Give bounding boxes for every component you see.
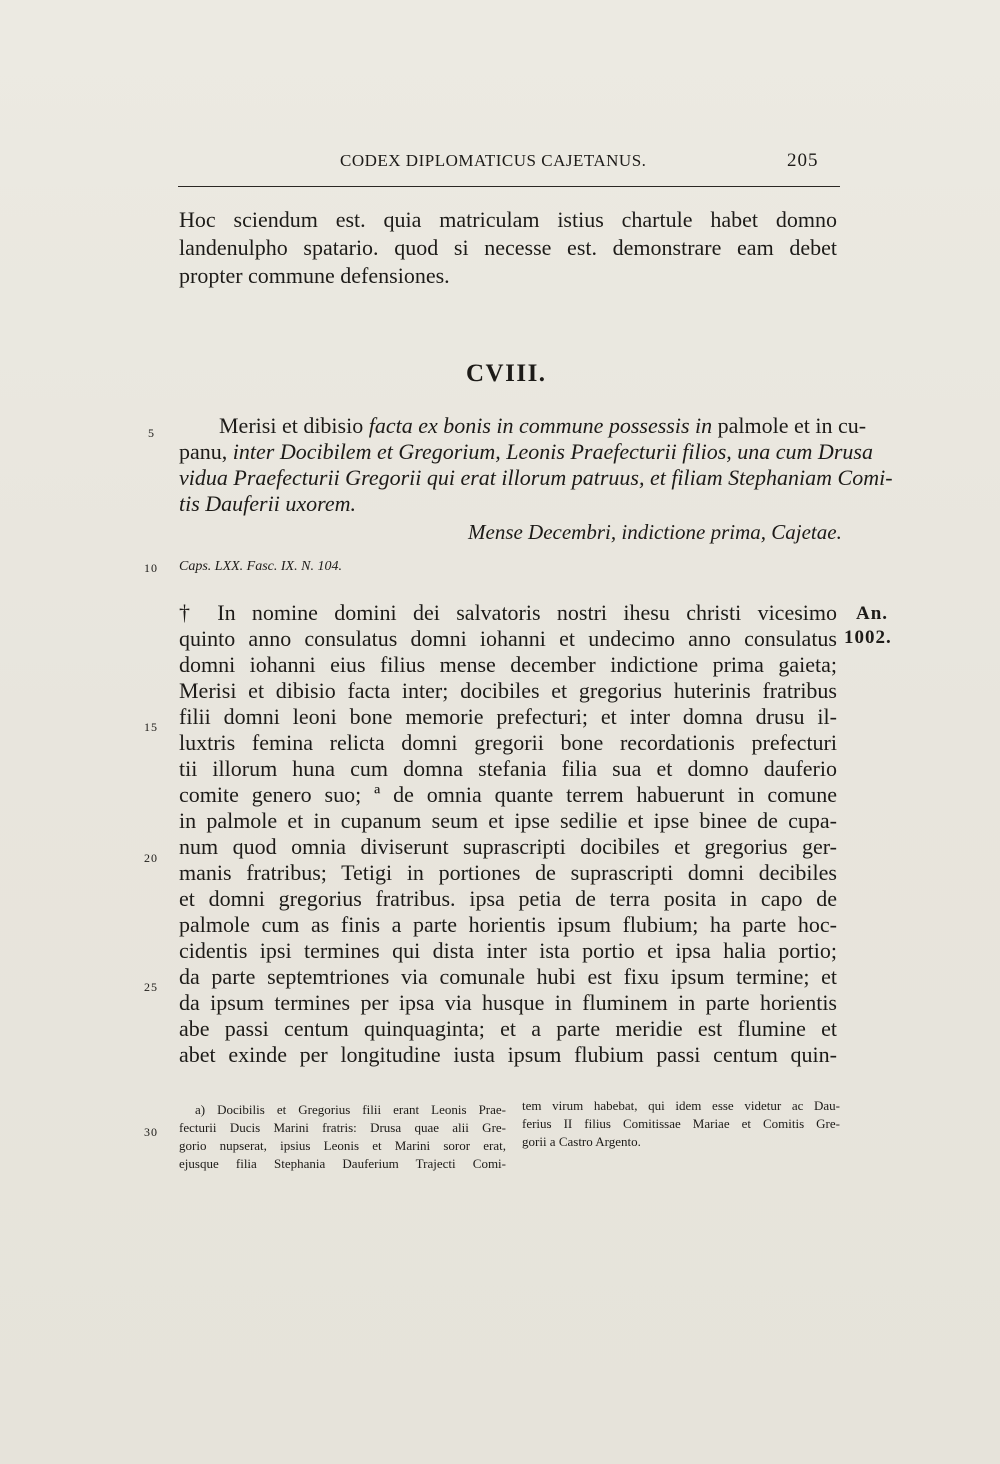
body-line: † In nomine domini dei salvatoris nostri ihesu christi vicesimo — [179, 600, 837, 625]
running-title: CODEX DIPLOMATICUS CAJETANUS. — [340, 151, 647, 170]
margin-year: 1002. — [844, 627, 892, 648]
body-line: domni iohanni eius filius mense december indictione prima gaieta; — [179, 652, 837, 677]
line-number: 30 — [144, 1125, 158, 1139]
summary-roman: palmole et in cu- — [712, 413, 867, 438]
body-line: tii illorum huna cum domna stefania filia sua et domno dauferio — [179, 756, 837, 781]
body-line: quinto anno consulatus domni iohanni et undecimo anno consulatus — [179, 626, 837, 651]
body-line: Merisi et dibisio facta inter; docibiles et gregorius huterinis fratribus — [179, 678, 837, 703]
summary-line — [179, 464, 893, 492]
body-line: in palmole et in cupanum seum et ipse sedilie et ipse binee de cupa- — [179, 808, 837, 833]
footnote-line: fecturii Ducis Marini fratris: Drusa quae alii Gre- — [179, 1120, 506, 1135]
line-number: 5 — [148, 426, 155, 440]
footnote-line: ferius II filius Comitissae Mariae et Comitis Gre- — [522, 1116, 840, 1131]
body-line: abe passi centum quinquaginta; et a parte meridie est flumine et — [179, 1016, 837, 1041]
footnote-line: ejusque filia Stephania Dauferium Trajecti Comi- — [179, 1156, 506, 1171]
line-number: 20 — [144, 851, 158, 865]
text-line: propter commune defensiones. — [179, 263, 450, 288]
body-line: da parte septemtriones via comunale hubi est fixu ipsum termine; et — [179, 964, 837, 989]
body-line: da ipsum termines per ipsa via husque in fluminem in parte horientis — [179, 990, 837, 1015]
summary-line — [219, 412, 867, 440]
text-line: landenulpho spatario. quod si necesse est. demonstrare eam debet — [179, 235, 837, 260]
document-number: CVIII. — [466, 360, 547, 387]
summary-roman: Merisi et dibisio — [219, 413, 369, 438]
archive-reference: Caps. LXX. Fasc. IX. N. 104. — [179, 559, 342, 574]
footnote-line: tem virum habebat, qui idem esse videtur ac Dau- — [522, 1098, 840, 1113]
summary-line — [179, 490, 356, 518]
footnote-line: gorio nupserat, ipsius Leonis et Marini soror erat, — [179, 1138, 506, 1153]
margin-year-label: An. — [856, 603, 889, 624]
footnote-line: a) Docibilis et Gregorius filii erant Leonis Prae- — [195, 1102, 506, 1117]
line-number: 10 — [144, 561, 158, 575]
body-line: abet exinde per longitudine iusta ipsum flubium passi centum quin- — [179, 1042, 837, 1067]
body-line: num quod omnia diviserunt suprascripti docibiles et gregorius ger- — [179, 834, 837, 859]
body-line: cidentis ipsi termines qui dista inter ista portio et ipsa halia portio; — [179, 938, 837, 963]
body-line: et domni gregorius fratribus. ipsa petia de terra posita in capo de — [179, 886, 837, 911]
page-number: 205 — [787, 150, 819, 171]
body-line: filii domni leoni bone memorie prefecturi; et inter domna drusu il- — [179, 704, 837, 729]
body-line: comite genero suo; ª de omnia quante terrem habuerunt in comune — [179, 782, 837, 807]
footnote-line: gorii a Castro Argento. — [522, 1134, 641, 1149]
body-line: palmole cum as finis a parte horientis ipsum flubium; ha parte hoc- — [179, 912, 837, 937]
summary-italic: vidua Praefecturii Gregorii qui erat illorum patruus, et filiam Stephaniam Comi- — [179, 465, 893, 490]
date-line: Mense Decembri, indictione prima, Cajetae. — [468, 520, 842, 544]
line-number: 25 — [144, 980, 158, 994]
summary-italic: facta ex bonis in commune possessis in — [368, 413, 713, 438]
body-line: luxtris femina relicta domni gregorii bone recordationis prefecturi — [179, 730, 837, 755]
summary-italic: tis Dauferii uxorem. — [179, 491, 356, 516]
summary-line — [179, 438, 873, 466]
body-line: manis fratribus; Tetigi in portiones de suprascripti domni decibiles — [179, 860, 837, 885]
line-number: 15 — [144, 720, 158, 734]
header-rule — [178, 186, 840, 187]
summary-roman: panu, — [179, 439, 233, 464]
summary-italic: inter Docibilem et Gregorium, Leonis Praefecturii filios, una cum Drusa — [232, 439, 873, 464]
text-line: Hoc sciendum est. quia matriculam istius chartule habet domno — [179, 207, 837, 232]
